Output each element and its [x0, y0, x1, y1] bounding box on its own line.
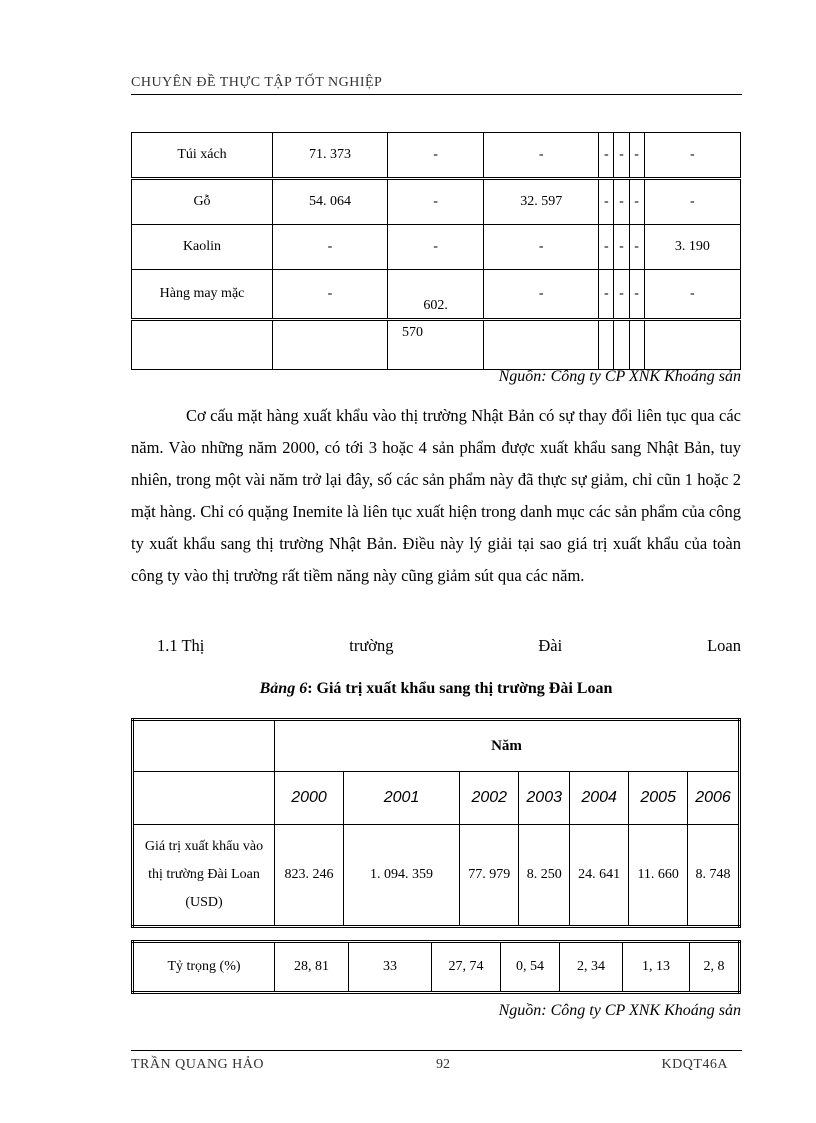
footer-author: TRẦN QUANG HẢO: [131, 1057, 264, 1072]
row-label: [132, 320, 273, 370]
year-header: Năm: [275, 720, 740, 772]
values-row: [133, 825, 740, 927]
table-cell: -: [614, 179, 629, 225]
page-footer: [131, 1050, 742, 1075]
row-label: Gỗ: [132, 179, 273, 225]
year-cell: 2006: [688, 772, 740, 825]
table-cell: 570: [387, 320, 483, 370]
table-cell: -: [644, 179, 740, 225]
table-cell: -: [387, 179, 483, 225]
table-cell: -: [599, 179, 614, 225]
value-cell: 1. 094. 359: [344, 825, 460, 927]
row-label: Hàng may mặc: [132, 270, 273, 320]
share-cell: 2, 8: [690, 942, 740, 993]
table-cell: -: [629, 225, 644, 270]
table-cell: -: [629, 270, 644, 320]
heading-word: 1.1 Thị: [157, 636, 205, 655]
year-cell: 2005: [629, 772, 688, 825]
caption-text: : Giá trị xuất khẩu sang thị trường Đài Loan: [307, 680, 613, 697]
share-cell: 33: [349, 942, 432, 993]
table-cell: [484, 320, 599, 370]
table-cell: -: [484, 225, 599, 270]
products-table: [131, 132, 741, 370]
year-cell: 2004: [569, 772, 628, 825]
table-cell: -: [387, 133, 483, 179]
table-row: [132, 133, 741, 179]
table-cell: [614, 320, 629, 370]
row-label: Túi xách: [132, 133, 273, 179]
table-cell: -: [599, 133, 614, 179]
share-table: [131, 940, 741, 994]
table-cell: -: [614, 225, 629, 270]
value-cell: 823. 246: [275, 825, 344, 927]
caption-label: Bảng 6: [259, 680, 308, 697]
table-cell: [599, 320, 614, 370]
heading-word: Loan: [707, 636, 741, 655]
table-row: [133, 942, 740, 993]
value-cell: 24. 641: [569, 825, 628, 927]
body-paragraph: [131, 400, 741, 592]
table-header-row: [133, 720, 740, 772]
table-row: [132, 320, 741, 370]
table-cell: -: [484, 270, 599, 320]
table-cell: 3. 190: [644, 225, 740, 270]
table-row: [132, 270, 741, 320]
value-cell: 8. 748: [688, 825, 740, 927]
share-cell: 2, 34: [560, 942, 623, 993]
table-cell: -: [599, 225, 614, 270]
page-number: 92: [436, 1057, 450, 1072]
table-cell: 32. 597: [484, 179, 599, 225]
share-cell: 27, 74: [432, 942, 501, 993]
table-source-2: Nguồn: Công ty CP XNK Khoáng sản: [498, 1002, 741, 1019]
table-cell: -: [273, 270, 388, 320]
section-heading: [157, 636, 741, 664]
empty-cell: [133, 772, 275, 825]
table-cell: 602.: [387, 270, 483, 320]
table-cell: [273, 320, 388, 370]
paragraph-text: Cơ cấu mặt hàng xuất khẩu vào thị trường Nhật Bản có sự thay đổi liên tục qua các năm. Vào những năm 2000, có tới 3 hoặc 4 sản phẩm được xuất khẩu sang Nhật Bản, tuy nhiên, trong một vài năm trở lại đây, số các sản phẩm này đã thực sự giảm, chỉ cũn 1 hoặc 2 mặt hàng. Chỉ có quặng Inemite là liên tục xuất hiện trong danh mục các sản phẩm của công ty xuất khẩu sang thị trường Nhật Bản. Điều này lý giải tại sao giá trị xuất khẩu của toàn công ty vào thị trường rất tiềm năng này cũng giảm sút qua các năm.: [131, 406, 741, 585]
years-row: [133, 772, 740, 825]
year-cell: 2000: [275, 772, 344, 825]
table-cell: 71. 373: [273, 133, 388, 179]
table-cell: 54. 064: [273, 179, 388, 225]
table-row: [132, 225, 741, 270]
table-cell: -: [599, 270, 614, 320]
taiwan-export-table: [131, 718, 741, 928]
table-cell: -: [629, 133, 644, 179]
table-cell: -: [629, 179, 644, 225]
value-cell: 77. 979: [460, 825, 519, 927]
year-cell: 2002: [460, 772, 519, 825]
table-cell: -: [614, 270, 629, 320]
empty-cell: [133, 720, 275, 772]
table-cell: -: [273, 225, 388, 270]
table-cell: -: [387, 225, 483, 270]
row-label: Kaolin: [132, 225, 273, 270]
year-cell: 2001: [344, 772, 460, 825]
header-title: CHUYÊN ĐỀ THỰC TẬP TỐT NGHIỆP: [131, 75, 383, 90]
table-row: [132, 179, 741, 225]
row-label: Giá trị xuất khẩu vào thị trường Đài Loan (USD): [133, 825, 275, 927]
table-cell: -: [484, 133, 599, 179]
share-cell: 0, 54: [501, 942, 560, 993]
value-cell: 8. 250: [519, 825, 570, 927]
heading-word: trường: [349, 636, 394, 655]
year-cell: 2003: [519, 772, 570, 825]
page-header: [131, 72, 742, 95]
share-cell: 1, 13: [623, 942, 690, 993]
table-caption: [131, 680, 741, 698]
table-cell: -: [614, 133, 629, 179]
table-cell: -: [644, 133, 740, 179]
value-cell: 11. 660: [629, 825, 688, 927]
heading-word: Đài: [538, 636, 563, 655]
table-cell: [629, 320, 644, 370]
share-cell: 28, 81: [275, 942, 349, 993]
table-cell: [644, 320, 740, 370]
row-label: Tỷ trọng (%): [133, 942, 275, 993]
table-source: Nguồn: Công ty CP XNK Khoáng sản: [498, 368, 741, 385]
footer-class: KDQT46A: [661, 1057, 728, 1072]
table-cell: -: [644, 270, 740, 320]
